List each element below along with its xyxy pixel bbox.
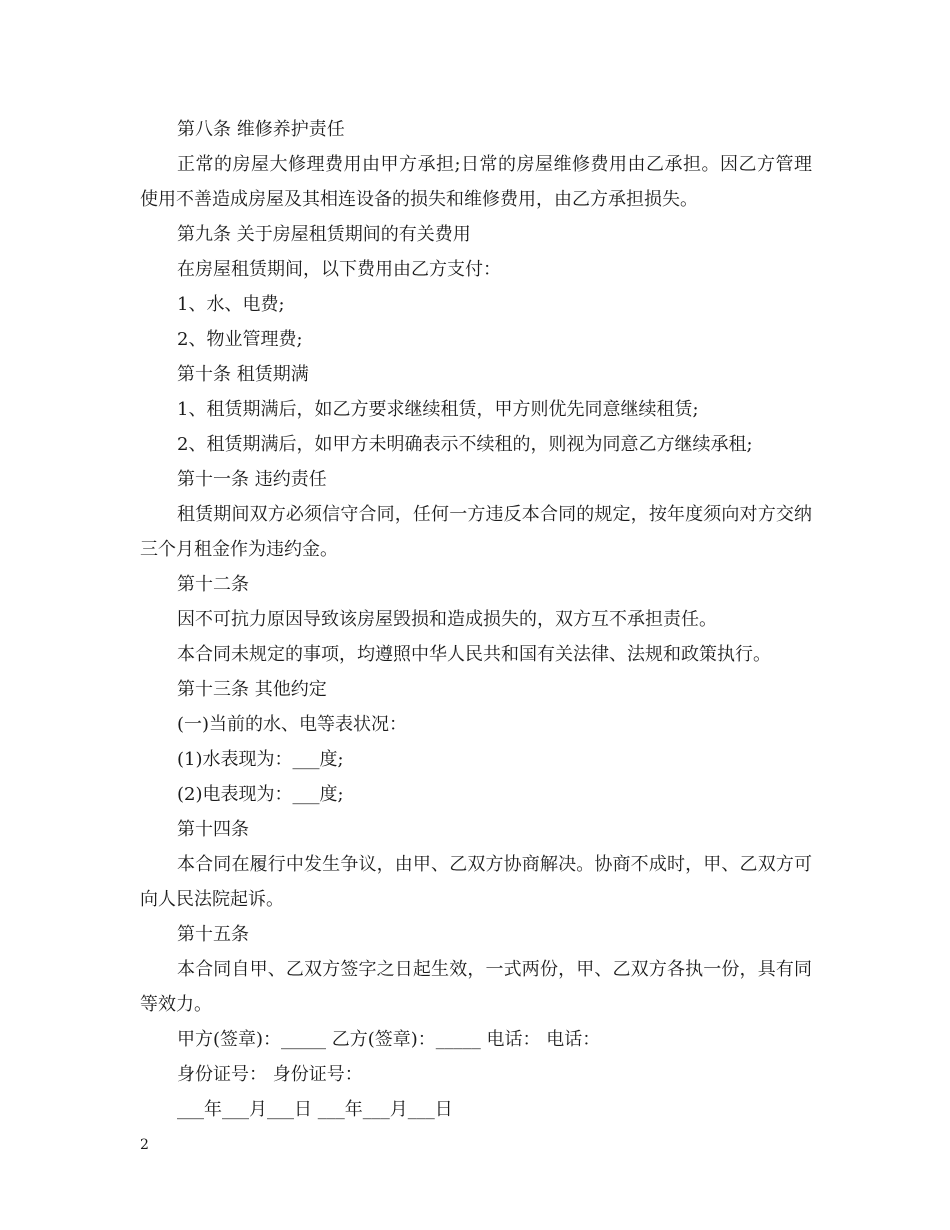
- article-15-text: 本合同自甲、乙双方签字之日起生效，一式两份，甲、乙双方各执一份，具有同等效力。: [140, 959, 812, 1015]
- article-8-text: 正常的房屋大修理费用由甲方承担;日常的房屋维修费用由乙承担。因乙方管理使用不善造成房屋及其相连设备的损失和维修费用，由乙方承担损失。: [140, 154, 812, 210]
- article-13-meters-intro: (一)当前的水、电等表状况：: [177, 714, 408, 735]
- article-12-text-2: 本合同未规定的事项，均遵照中华人民共和国有关法律、法规和政策执行。: [177, 644, 771, 665]
- article-10-item-1: 1、租赁期满后，如乙方要求继续租赁，甲方则优先同意继续租赁;: [177, 399, 699, 420]
- article-9-item-1: 1、水、电费;: [177, 294, 285, 315]
- article-15-heading: 第十五条: [177, 924, 249, 945]
- article-13-heading: 第十三条 其他约定: [177, 679, 327, 700]
- article-10-item-2: 2、租赁期满后，如甲方未明确表示不续租的，则视为同意乙方继续承租;: [177, 434, 753, 455]
- article-14-heading: 第十四条: [177, 819, 249, 840]
- article-9-item-2: 2、物业管理费;: [177, 329, 303, 350]
- article-9-heading: 第九条 关于房屋租赁期间的有关费用: [177, 224, 471, 245]
- date-line: ___年___月___日 ___年___月___日: [177, 1099, 453, 1120]
- article-13-electric-meter: (2)电表现为：___度;: [177, 784, 344, 805]
- article-14-text: 本合同在履行中发生争议，由甲、乙双方协商解决。协商不成时，甲、乙双方可向人民法院起诉。: [140, 854, 812, 910]
- article-12-text-1: 因不可抗力原因导致该房屋毁损和造成损失的，双方互不承担责任。: [177, 609, 717, 630]
- article-10-heading: 第十条 租赁期满: [177, 364, 309, 385]
- article-8-heading: 第八条 维修养护责任: [177, 119, 345, 140]
- id-number-line: 身份证号： 身份证号：: [177, 1064, 363, 1085]
- signature-line: 甲方(签章)：_____ 乙方(签章)：_____ 电话： 电话：: [177, 1029, 601, 1050]
- article-12-heading: 第十二条: [177, 574, 249, 595]
- article-13-water-meter: (1)水表现为：___度;: [177, 749, 344, 770]
- article-11-text: 租赁期间双方必须信守合同，任何一方违反本合同的规定，按年度须向对方交纳三个月租金作为违约金。: [140, 504, 812, 560]
- article-9-intro: 在房屋租赁期间，以下费用由乙方支付：: [177, 259, 501, 280]
- page-number: 2: [140, 1137, 149, 1153]
- article-11-heading: 第十一条 违约责任: [177, 469, 327, 490]
- document-body: [140, 112, 812, 1127]
